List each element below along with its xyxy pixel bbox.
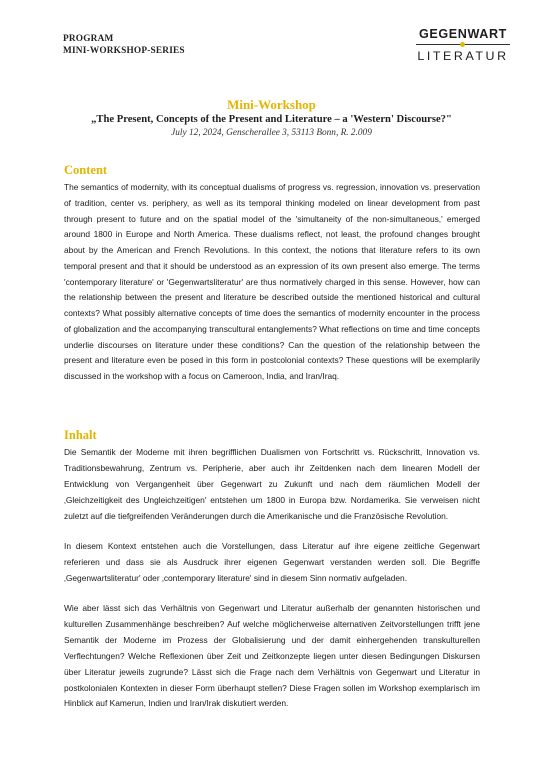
inhalt-paragraph-3: Wie aber lässt sich das Verhältnis von Gegenwart und Literatur außerhalb der genannten historischen und kulturellen Zusammenhänge beschreiben? Auf welche möglicherweise alternativen Zeitvorstellungen trifft jene Semantik der Moderne im Prozess der Globalisierung und der damit einhergehenden transkulturellen Verflechtungen? Welche Reflexionen über Zeit und Zeitkonzepte liegen unter diesen Bedingungen Diskursen über Literatur jeweils zugrunde? Lässt sich die Frage nach dem Verhältnis von Gegenwart und Literatur in postkolonialen Kontexten in dieser Form überhaupt stellen? Diese Fragen sollen im Workshop exemplarisch im Hinblick auf Kamerun, Indien und Iran/Irak diskutiert werden. — [64, 603, 480, 709]
logo-top-word: GEGENWART — [419, 27, 507, 41]
program-line-1: PROGRAM — [63, 34, 114, 44]
gegenwart-literatur-logo — [416, 27, 510, 63]
inhalt-paragraph-2: In diesem Kontext entstehen auch die Vorstellungen, dass Literatur auf ihre eigene zeitliche Gegenwart referieren und dass sie als Ausdruck ihrer eigenen Gegenwart verstanden werden soll. Die Begriffe ‚Gegenwartsliteratur' oder ‚contemporary literature' sind in diesem Sinn normativ aufgeladen. — [64, 541, 480, 583]
content-paragraph: The semantics of modernity, with its conceptual dualisms of progress vs. regression, innovation vs. preservation of tradition, center vs. periphery, as well as its temporal thinking modeled on linear development from past through present to future and on the spatial model of the 'simultaneity of the non-simultaneous,' emerged around 1800 in Europe and North America. These dualisms reflect, not least, the profound changes brought about by the American and French Revolutions. In this context, the notions that literature refers to its own temporal present and that it should be understood as an expression of its own present also emerge. The terms 'contemporary literature' or 'Gegenwartsliteratur' are thus normatively charged in this sense. However, how can the relationship between the present and literature be described outside the mentioned historical and cultural contexts? What possibly alternative concepts of time does the semantics of modernity encounter in the process of globalization and the accompanying transcultural entanglements? What reflections on time and time concepts underlie discourses on literature under these conditions? Can the question of the relationship between the present and literature even be posed in this form in postcolonial contexts? These questions will be exemplarily discussed in the workshop with a focus on Cameroon, India, and Iran/Iraq. — [64, 182, 480, 381]
logo-dot-icon — [460, 42, 465, 47]
program-line-2: MINI-WORKSHOP-SERIES — [63, 46, 185, 56]
workshop-title: Mini-Workshop — [227, 97, 316, 112]
logo-divider — [416, 41, 510, 49]
workshop-subtitle: „The Present, Concepts of the Present and Literature – a 'Western' Discourse?" — [91, 114, 452, 125]
program-label — [63, 33, 185, 57]
inhalt-heading: Inhalt — [64, 428, 97, 442]
content-heading: Content — [64, 163, 108, 177]
workshop-date-location: July 12, 2024, Genscherallee 3, 53113 Bonn, R. 2.009 — [171, 128, 372, 138]
logo-bottom-word: LITERATUR — [417, 49, 509, 63]
inhalt-paragraph-1: Die Semantik der Moderne mit ihren begrifflichen Dualismen von Fortschritt vs. Rückschritt, Innovation vs. Traditionsbewahrung, Zentrum vs. Peripherie, aber auch ihr Zeitdenken nach dem linearen Modell der Entwicklung von Vergangenheit über Gegenwart zu Zukunft und nach dem räumlichen Modell der ‚Gleichzeitigkeit des Ungleichzeitigen' entstehen um 1800 in Europa bzw. Nordamerika. Sie verweisen nicht zuletzt auf die tiefgreifenden Veränderungen durch die Amerikanische und die Französische Revolution. — [64, 447, 480, 521]
